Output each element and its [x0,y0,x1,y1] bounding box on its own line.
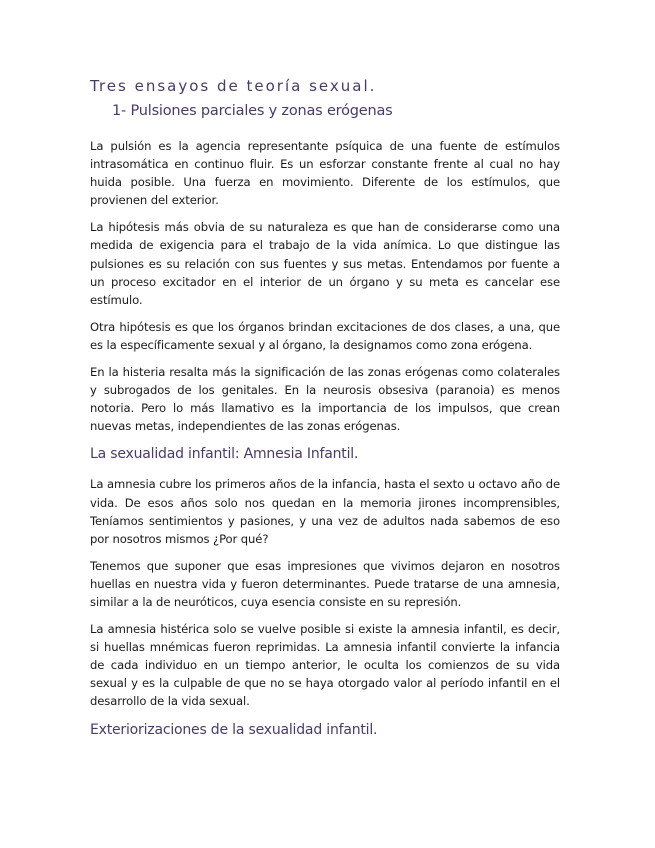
document-title: Tres ensayos de teoría sexual. [90,77,377,95]
paragraph: La hipótesis más obvia de su naturaleza es que han de considerarse como una medida de exigencia para el trabajo de la vida anímica. Lo que distingue las pulsiones es su relación con sus fuentes y sus metas. Entendamos por fuente a un proceso excitador en el interior de un órgano y su meta es cancelar ese estímulo. [90,220,560,307]
section-heading-2: La sexualidad infantil: Amnesia Infantil. [90,446,359,463]
paragraph: La pulsión es la agencia representante psíquica de una fuente de estímulos intrasomática en continuo fluir. Es un esforzar constante frente al cual no hay huida posible. Una fuerza en movimiento. Diferente de los estímulos, que provienen del exterior. [90,139,560,208]
paragraph: Otra hipótesis es que los órganos brindan excitaciones de dos clases, a una, que es la específicamente sexual y al órgano, la designamos como zona erógena. [90,319,560,352]
document-body [90,76,560,751]
paragraph: La amnesia histérica solo se vuelve posible si existe la amnesia infantil, es decir, si huellas mnémicas fueron reprimidas. La amnesia infantil convierte la infancia de cada individuo en un tiempo anterior, le oculta los comienzos de su vida sexual y es la culpable de que no se haya otorgado valor al período infantil en el desarrollo de la vida sexual. [90,622,560,709]
paragraph: Tenemos que suponer que esas impresiones que vivimos dejaron en nosotros huellas en nuestra vida y fueron determinantes. Puede tratarse de una amnesia, similar a la de neuróticos, cuya esencia consiste en su represión. [90,558,560,609]
section-heading-1: 1- Pulsiones parciales y zonas erógenas [112,103,393,119]
section-heading-3: Exteriorizaciones de la sexualidad infantil. [90,721,378,738]
paragraph: En la histeria resalta más la significación de las zonas erógenas como colaterales y subrogados de los genitales. En la neurosis obsesiva (paranoia) es menos notoria. Pero lo más llamativo es la importancia de los impulsos, que crean nuevas metas, independientes de las zonas erógenas. [90,365,560,434]
paragraph: La amnesia cubre los primeros años de la infancia, hasta el sexto u octavo año de vida. De esos años solo nos quedan en la memoria jirones incomprensibles, Teníamos sentimientos y pasiones, y una vez de adultos nada sabemos de eso por nosotros mismos ¿Por qué? [90,477,560,546]
